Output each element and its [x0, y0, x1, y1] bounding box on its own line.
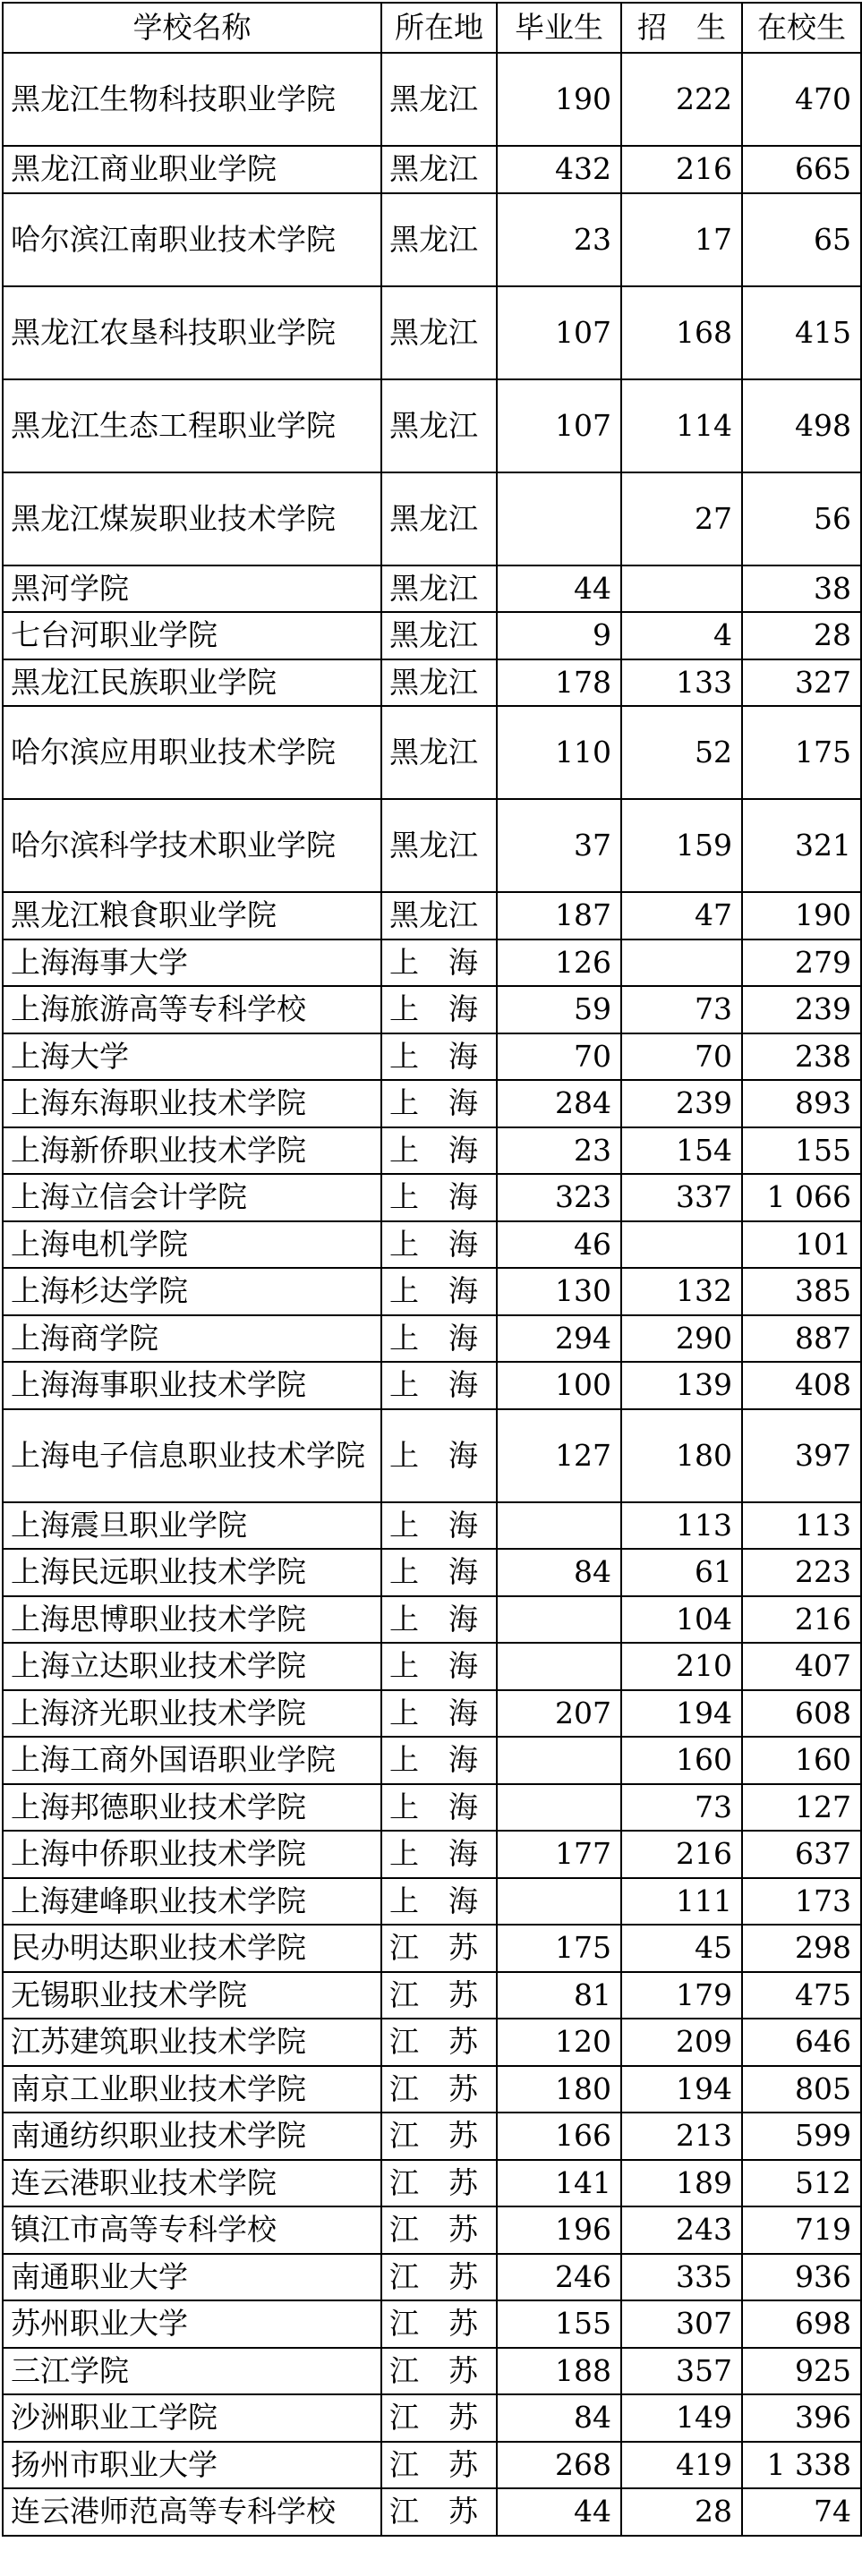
location-cell: 黑龙江 — [381, 286, 497, 379]
graduates-cell: 294 — [497, 1315, 621, 1363]
enrollment-cell: 154 — [621, 1127, 742, 1175]
enrollment-cell: 216 — [621, 1831, 742, 1878]
table-row — [3, 2348, 861, 2395]
enrollment-cell: 168 — [621, 286, 742, 379]
school-name-cell: 上海邦德职业技术学院 — [3, 1784, 381, 1832]
school-name-cell: 黑龙江商业职业学院 — [3, 146, 381, 193]
location-cell: 上 海 — [381, 1831, 497, 1878]
enrollment-cell: 45 — [621, 1925, 742, 1972]
enrollment-cell: 113 — [621, 1502, 742, 1550]
school-name-cell: 哈尔滨江南职业技术学院 — [3, 193, 381, 286]
enrollment-cell: 243 — [621, 2206, 742, 2254]
students-cell: 101 — [742, 1221, 861, 1269]
school-name-cell: 上海海事职业技术学院 — [3, 1362, 381, 1409]
table-row — [3, 1549, 861, 1596]
graduates-cell: 141 — [497, 2160, 621, 2207]
header-location: 所在地 — [381, 3, 497, 53]
school-name-cell: 江苏建筑职业技术学院 — [3, 2019, 381, 2066]
school-name-cell: 南通职业大学 — [3, 2254, 381, 2301]
location-cell: 黑龙江 — [381, 565, 497, 613]
enrollment-cell — [621, 565, 742, 613]
enrollment-cell: 149 — [621, 2394, 742, 2442]
graduates-cell — [497, 1643, 621, 1690]
graduates-cell: 187 — [497, 892, 621, 939]
location-cell: 上 海 — [381, 1080, 497, 1127]
table-row — [3, 1690, 861, 1738]
enrollment-cell: 222 — [621, 53, 742, 146]
location-cell: 江 苏 — [381, 2113, 497, 2160]
enrollment-cell: 17 — [621, 193, 742, 286]
enrollment-cell: 27 — [621, 472, 742, 565]
location-cell: 上 海 — [381, 1502, 497, 1550]
enrollment-cell — [621, 1221, 742, 1269]
students-cell: 321 — [742, 799, 861, 892]
school-name-cell: 上海建峰职业技术学院 — [3, 1878, 381, 1926]
school-name-cell: 上海海事大学 — [3, 939, 381, 987]
enrollment-cell: 111 — [621, 1878, 742, 1926]
enrollment-cell: 194 — [621, 1690, 742, 1738]
school-name-cell: 上海立达职业技术学院 — [3, 1643, 381, 1690]
table-row — [3, 2113, 861, 2160]
location-cell: 江 苏 — [381, 2348, 497, 2395]
graduates-cell: 178 — [497, 659, 621, 707]
students-cell: 155 — [742, 1127, 861, 1175]
students-cell: 608 — [742, 1690, 861, 1738]
graduates-cell: 100 — [497, 1362, 621, 1409]
location-cell: 黑龙江 — [381, 146, 497, 193]
graduates-cell: 44 — [497, 2488, 621, 2536]
header-students: 在校生 — [742, 3, 861, 53]
graduates-cell: 23 — [497, 193, 621, 286]
enrollment-cell: 180 — [621, 1409, 742, 1502]
table-row — [3, 1643, 861, 1690]
school-statistics-table — [2, 2, 862, 2537]
graduates-cell: 84 — [497, 1549, 621, 1596]
enrollment-cell: 139 — [621, 1362, 742, 1409]
table-row — [3, 379, 861, 472]
table-row — [3, 2488, 861, 2536]
location-cell: 上 海 — [381, 1596, 497, 1644]
table-row — [3, 706, 861, 799]
graduates-cell: 284 — [497, 1080, 621, 1127]
graduates-cell: 175 — [497, 1925, 621, 1972]
school-name-cell: 上海大学 — [3, 1033, 381, 1081]
enrollment-cell: 73 — [621, 986, 742, 1033]
school-name-cell: 上海旅游高等专科学校 — [3, 986, 381, 1033]
school-name-cell: 上海思博职业技术学院 — [3, 1596, 381, 1644]
table-row — [3, 1972, 861, 2019]
enrollment-cell: 4 — [621, 612, 742, 659]
table-row — [3, 1596, 861, 1644]
students-cell: 475 — [742, 1972, 861, 2019]
school-name-cell: 黑龙江民族职业学院 — [3, 659, 381, 707]
location-cell: 江 苏 — [381, 2442, 497, 2489]
school-name-cell: 上海济光职业技术学院 — [3, 1690, 381, 1738]
enrollment-cell: 239 — [621, 1080, 742, 1127]
students-cell: 223 — [742, 1549, 861, 1596]
location-cell: 上 海 — [381, 1737, 497, 1784]
enrollment-cell: 160 — [621, 1737, 742, 1784]
location-cell: 江 苏 — [381, 2066, 497, 2113]
students-cell: 470 — [742, 53, 861, 146]
location-cell: 上 海 — [381, 1033, 497, 1081]
students-cell: 599 — [742, 2113, 861, 2160]
graduates-cell: 166 — [497, 2113, 621, 2160]
enrollment-cell: 290 — [621, 1315, 742, 1363]
graduates-cell — [497, 1878, 621, 1926]
table-row — [3, 146, 861, 193]
table-row — [3, 1362, 861, 1409]
school-name-cell: 上海杉达学院 — [3, 1268, 381, 1315]
table-body — [3, 53, 861, 2536]
school-name-cell: 上海工商外国语职业学院 — [3, 1737, 381, 1784]
students-cell: 805 — [742, 2066, 861, 2113]
school-name-cell: 南通纺织职业技术学院 — [3, 2113, 381, 2160]
graduates-cell: 323 — [497, 1174, 621, 1221]
graduates-cell: 180 — [497, 2066, 621, 2113]
location-cell: 上 海 — [381, 1878, 497, 1926]
table-row — [3, 939, 861, 987]
location-cell: 上 海 — [381, 1643, 497, 1690]
table-row — [3, 986, 861, 1033]
graduates-cell — [497, 1737, 621, 1784]
location-cell: 江 苏 — [381, 1972, 497, 2019]
enrollment-cell: 194 — [621, 2066, 742, 2113]
graduates-cell: 70 — [497, 1033, 621, 1081]
header-school-name: 学校名称 — [3, 3, 381, 53]
graduates-cell: 37 — [497, 799, 621, 892]
table-row — [3, 659, 861, 707]
table-row — [3, 1080, 861, 1127]
enrollment-cell — [621, 939, 742, 987]
students-cell: 38 — [742, 565, 861, 613]
location-cell: 上 海 — [381, 1221, 497, 1269]
students-cell: 74 — [742, 2488, 861, 2536]
location-cell: 上 海 — [381, 1409, 497, 1502]
school-name-cell: 黑龙江农垦科技职业学院 — [3, 286, 381, 379]
location-cell: 江 苏 — [381, 2160, 497, 2207]
school-name-cell: 哈尔滨科学技术职业学院 — [3, 799, 381, 892]
table-row — [3, 565, 861, 613]
graduates-cell — [497, 1502, 621, 1550]
school-name-cell: 三江学院 — [3, 2348, 381, 2395]
table-row — [3, 53, 861, 146]
table-row — [3, 1925, 861, 1972]
graduates-cell: 268 — [497, 2442, 621, 2489]
students-cell: 415 — [742, 286, 861, 379]
table-row — [3, 1409, 861, 1502]
school-name-cell: 黑龙江粮食职业学院 — [3, 892, 381, 939]
students-cell: 216 — [742, 1596, 861, 1644]
graduates-cell: 84 — [497, 2394, 621, 2442]
students-cell: 173 — [742, 1878, 861, 1926]
table-row — [3, 2206, 861, 2254]
school-name-cell: 上海震旦职业学院 — [3, 1502, 381, 1550]
enrollment-cell: 209 — [621, 2019, 742, 2066]
location-cell: 上 海 — [381, 1362, 497, 1409]
students-cell: 646 — [742, 2019, 861, 2066]
enrollment-cell: 357 — [621, 2348, 742, 2395]
graduates-cell: 155 — [497, 2300, 621, 2348]
location-cell: 黑龙江 — [381, 892, 497, 939]
graduates-cell: 59 — [497, 986, 621, 1033]
location-cell: 上 海 — [381, 1315, 497, 1363]
school-name-cell: 黑河学院 — [3, 565, 381, 613]
school-name-cell: 扬州市职业大学 — [3, 2442, 381, 2489]
enrollment-cell: 189 — [621, 2160, 742, 2207]
table-row — [3, 2394, 861, 2442]
header-enrollment: 招 生 — [621, 3, 742, 53]
students-cell: 160 — [742, 1737, 861, 1784]
graduates-cell: 81 — [497, 1972, 621, 2019]
location-cell: 黑龙江 — [381, 799, 497, 892]
table-row — [3, 2160, 861, 2207]
students-cell: 408 — [742, 1362, 861, 1409]
table-row — [3, 2066, 861, 2113]
location-cell: 上 海 — [381, 1690, 497, 1738]
school-name-cell: 黑龙江生物科技职业学院 — [3, 53, 381, 146]
graduates-cell: 23 — [497, 1127, 621, 1175]
graduates-cell: 190 — [497, 53, 621, 146]
header-graduates: 毕业生 — [497, 3, 621, 53]
school-name-cell: 上海新侨职业技术学院 — [3, 1127, 381, 1175]
location-cell: 上 海 — [381, 939, 497, 987]
students-cell: 637 — [742, 1831, 861, 1878]
location-cell: 江 苏 — [381, 2488, 497, 2536]
students-cell: 113 — [742, 1502, 861, 1550]
location-cell: 黑龙江 — [381, 193, 497, 286]
graduates-cell: 432 — [497, 146, 621, 193]
school-name-cell: 上海电机学院 — [3, 1221, 381, 1269]
graduates-cell — [497, 472, 621, 565]
graduates-cell: 127 — [497, 1409, 621, 1502]
location-cell: 江 苏 — [381, 2206, 497, 2254]
students-cell: 698 — [742, 2300, 861, 2348]
students-cell: 893 — [742, 1080, 861, 1127]
enrollment-cell: 307 — [621, 2300, 742, 2348]
location-cell: 黑龙江 — [381, 659, 497, 707]
location-cell: 黑龙江 — [381, 612, 497, 659]
table-row — [3, 1174, 861, 1221]
table-row — [3, 286, 861, 379]
enrollment-cell: 28 — [621, 2488, 742, 2536]
students-cell: 407 — [742, 1643, 861, 1690]
location-cell: 黑龙江 — [381, 379, 497, 472]
students-cell: 385 — [742, 1268, 861, 1315]
enrollment-cell: 337 — [621, 1174, 742, 1221]
enrollment-cell: 114 — [621, 379, 742, 472]
school-name-cell: 苏州职业大学 — [3, 2300, 381, 2348]
school-name-cell: 哈尔滨应用职业技术学院 — [3, 706, 381, 799]
school-name-cell: 黑龙江煤炭职业技术学院 — [3, 472, 381, 565]
table-row — [3, 1127, 861, 1175]
graduates-cell: 246 — [497, 2254, 621, 2301]
table-row — [3, 1268, 861, 1315]
enrollment-cell: 133 — [621, 659, 742, 707]
enrollment-cell: 73 — [621, 1784, 742, 1832]
students-cell: 397 — [742, 1409, 861, 1502]
table-row — [3, 612, 861, 659]
graduates-cell: 130 — [497, 1268, 621, 1315]
table-row — [3, 892, 861, 939]
school-name-cell: 七台河职业学院 — [3, 612, 381, 659]
graduates-cell: 110 — [497, 706, 621, 799]
graduates-cell: 46 — [497, 1221, 621, 1269]
school-name-cell: 南京工业职业技术学院 — [3, 2066, 381, 2113]
table-row — [3, 1502, 861, 1550]
school-name-cell: 上海中侨职业技术学院 — [3, 1831, 381, 1878]
table-row — [3, 2254, 861, 2301]
students-cell: 279 — [742, 939, 861, 987]
location-cell: 江 苏 — [381, 2300, 497, 2348]
enrollment-cell: 213 — [621, 2113, 742, 2160]
students-cell: 28 — [742, 612, 861, 659]
location-cell: 黑龙江 — [381, 53, 497, 146]
table-row — [3, 193, 861, 286]
graduates-cell: 107 — [497, 379, 621, 472]
students-cell: 887 — [742, 1315, 861, 1363]
enrollment-cell: 47 — [621, 892, 742, 939]
students-cell: 56 — [742, 472, 861, 565]
enrollment-cell: 179 — [621, 1972, 742, 2019]
graduates-cell: 126 — [497, 939, 621, 987]
students-cell: 1 066 — [742, 1174, 861, 1221]
enrollment-cell: 210 — [621, 1643, 742, 1690]
graduates-cell: 120 — [497, 2019, 621, 2066]
table-row — [3, 1878, 861, 1926]
table-row — [3, 472, 861, 565]
graduates-cell — [497, 1784, 621, 1832]
enrollment-cell: 216 — [621, 146, 742, 193]
table-row — [3, 1315, 861, 1363]
location-cell: 上 海 — [381, 1268, 497, 1315]
graduates-cell: 44 — [497, 565, 621, 613]
students-cell: 175 — [742, 706, 861, 799]
location-cell: 黑龙江 — [381, 472, 497, 565]
graduates-cell: 9 — [497, 612, 621, 659]
students-cell: 65 — [742, 193, 861, 286]
students-cell: 396 — [742, 2394, 861, 2442]
location-cell: 上 海 — [381, 1549, 497, 1596]
enrollment-cell: 419 — [621, 2442, 742, 2489]
table-header — [3, 3, 861, 53]
graduates-cell: 107 — [497, 286, 621, 379]
students-cell: 719 — [742, 2206, 861, 2254]
enrollment-cell: 104 — [621, 1596, 742, 1644]
graduates-cell: 188 — [497, 2348, 621, 2395]
enrollment-cell: 61 — [621, 1549, 742, 1596]
students-cell: 498 — [742, 379, 861, 472]
school-name-cell: 沙洲职业工学院 — [3, 2394, 381, 2442]
table-row — [3, 1831, 861, 1878]
students-cell: 327 — [742, 659, 861, 707]
location-cell: 江 苏 — [381, 2019, 497, 2066]
students-cell: 238 — [742, 1033, 861, 1081]
school-name-cell: 上海立信会计学院 — [3, 1174, 381, 1221]
table-row — [3, 1221, 861, 1269]
graduates-cell: 177 — [497, 1831, 621, 1878]
students-cell: 925 — [742, 2348, 861, 2395]
school-name-cell: 黑龙江生态工程职业学院 — [3, 379, 381, 472]
enrollment-cell: 335 — [621, 2254, 742, 2301]
students-cell: 1 338 — [742, 2442, 861, 2489]
school-name-cell: 上海民远职业技术学院 — [3, 1549, 381, 1596]
table-row — [3, 1033, 861, 1081]
students-cell: 239 — [742, 986, 861, 1033]
location-cell: 江 苏 — [381, 2394, 497, 2442]
table-row — [3, 2019, 861, 2066]
school-name-cell: 民办明达职业技术学院 — [3, 1925, 381, 1972]
header-row — [3, 3, 861, 53]
students-cell: 936 — [742, 2254, 861, 2301]
location-cell: 上 海 — [381, 1784, 497, 1832]
school-name-cell: 镇江市高等专科学校 — [3, 2206, 381, 2254]
table-row — [3, 1737, 861, 1784]
students-cell: 127 — [742, 1784, 861, 1832]
location-cell: 黑龙江 — [381, 706, 497, 799]
graduates-cell: 207 — [497, 1690, 621, 1738]
table-row — [3, 1784, 861, 1832]
graduates-cell: 196 — [497, 2206, 621, 2254]
location-cell: 江 苏 — [381, 1925, 497, 1972]
school-name-cell: 上海电子信息职业技术学院 — [3, 1409, 381, 1502]
students-cell: 512 — [742, 2160, 861, 2207]
table-row — [3, 2442, 861, 2489]
enrollment-cell: 132 — [621, 1268, 742, 1315]
table-row — [3, 2300, 861, 2348]
school-name-cell: 无锡职业技术学院 — [3, 1972, 381, 2019]
graduates-cell — [497, 1596, 621, 1644]
school-name-cell: 连云港师范高等专科学校 — [3, 2488, 381, 2536]
school-name-cell: 上海东海职业技术学院 — [3, 1080, 381, 1127]
location-cell: 上 海 — [381, 986, 497, 1033]
location-cell: 上 海 — [381, 1127, 497, 1175]
enrollment-cell: 159 — [621, 799, 742, 892]
enrollment-cell: 70 — [621, 1033, 742, 1081]
table-row — [3, 799, 861, 892]
school-name-cell: 连云港职业技术学院 — [3, 2160, 381, 2207]
students-cell: 665 — [742, 146, 861, 193]
school-name-cell: 上海商学院 — [3, 1315, 381, 1363]
location-cell: 上 海 — [381, 1174, 497, 1221]
enrollment-cell: 52 — [621, 706, 742, 799]
students-cell: 298 — [742, 1925, 861, 1972]
students-cell: 190 — [742, 892, 861, 939]
location-cell: 江 苏 — [381, 2254, 497, 2301]
